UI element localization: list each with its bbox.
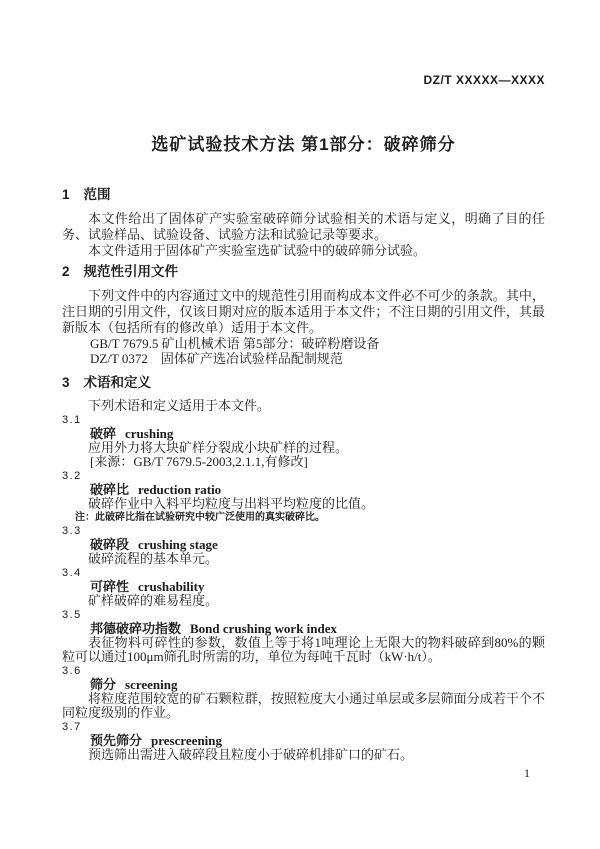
term-number: 3.6 [62, 665, 82, 677]
term-definition: 破碎作业中入料平均粒度与出料平均粒度的比值。 [88, 496, 375, 511]
section-2-heading [62, 264, 545, 280]
term-zh: 预先筛分 [90, 733, 143, 748]
term-zh: 筛分 [90, 677, 117, 692]
term-definition: 应用外力将大块矿样分裂成小块矿样的过程。 [88, 440, 349, 455]
term-definition: 表征物料可碎性的参数，数值上等于将1吨理论上无限大的物料破碎到80%的颗粒可以通过100μm筛孔时所需的功，单位为每吨千瓦时（kW·h/t）。 [62, 635, 545, 664]
term-name [62, 580, 545, 594]
term-number: 3.4 [62, 567, 82, 579]
section-number: 3 [62, 375, 70, 390]
term-number: 3.5 [62, 609, 82, 621]
term-en: crushing [125, 426, 174, 441]
scope-paragraph: 本文件给出了固体矿产实验室破碎筛分试验相关的术语与定义，明确了目的任务、试验样品、试验设备、试验方法和试验记录等要求。 [62, 211, 545, 242]
terms-intro: 下列术语和定义适用于本文件。 [88, 398, 271, 413]
term-zh: 邦德破碎功指数 [90, 621, 182, 636]
term-entry [62, 469, 545, 524]
term-zh: 可碎性 [90, 579, 130, 594]
section-title: 范围 [83, 187, 111, 202]
document-title: 选矿试验技术方法 第1部分：破碎筛分 [151, 135, 456, 154]
section-title: 术语和定义 [83, 375, 152, 390]
term-number: 3.3 [62, 525, 82, 537]
term-en: screening [125, 677, 178, 692]
section-title: 规范性引用文件 [83, 264, 179, 279]
term-name [62, 622, 545, 636]
term-en: reduction ratio [138, 482, 222, 497]
term-number: 3.1 [62, 414, 82, 426]
term-name [62, 678, 545, 692]
term-zh: 破碎比 [90, 482, 130, 497]
reference-item: DZ/T 0372 固体矿产选冶试验样品配制规范 [90, 351, 343, 366]
term-entry [62, 524, 545, 566]
page-number: 1 [524, 766, 530, 780]
section-1-heading [62, 187, 545, 203]
scope-paragraph: 本文件适用于固体矿产实验室选矿试验中的破碎筛分试验。 [88, 243, 427, 258]
term-definition: 破碎流程的基本单元。 [88, 551, 219, 566]
doc-code: DZ/T XXXXX—XXXX [423, 73, 545, 87]
term-zh: 破碎段 [90, 537, 130, 552]
section-3-heading [62, 375, 545, 391]
term-entry [62, 664, 545, 720]
reference-item: GB/T 7679.5 矿山机械术语 第5部分：破碎粉磨设备 [90, 336, 380, 351]
term-definition: 将粒度范围较宽的矿石颗粒群，按照粒度大小通过单层或多层筛面分成若干个不同粒度级别的作业。 [62, 691, 545, 720]
term-name [62, 734, 545, 748]
section-number: 1 [62, 187, 70, 202]
term-en: crushability [138, 579, 205, 594]
term-source: [来源：GB/T 7679.5-2003,2.1.1,有修改] [90, 454, 308, 469]
term-number: 3.2 [62, 470, 82, 482]
term-name [62, 538, 545, 552]
term-number: 3.7 [62, 721, 82, 733]
term-en: crushing stage [138, 537, 218, 552]
term-entry [62, 720, 545, 762]
term-name [62, 483, 545, 497]
term-en: Bond crushing work index [190, 621, 338, 636]
term-zh: 破碎 [90, 426, 117, 441]
normative-references-paragraph: 下列文件中的内容通过文中的规范性引用而构成本文件必不可少的条款。其中，注日期的引用文件，仅该日期对应的版本适用于本文件；不注日期的引用文件，其最新版本（包括所有的修改单）适用于本文件。 [62, 288, 545, 335]
term-note: 注：此破碎比指在试验研究中较广泛使用的真实破碎比。 [75, 512, 325, 523]
term-definition: 矿样破碎的难易程度。 [88, 593, 219, 608]
term-en: prescreening [151, 733, 223, 748]
section-number: 2 [62, 264, 70, 279]
term-name [62, 427, 545, 441]
term-entry [62, 608, 545, 664]
term-entry [62, 413, 545, 469]
term-entry [62, 566, 545, 608]
term-definition: 预选筛出需进入破碎段且粒度小于破碎机排矿口的矿石。 [88, 747, 414, 762]
